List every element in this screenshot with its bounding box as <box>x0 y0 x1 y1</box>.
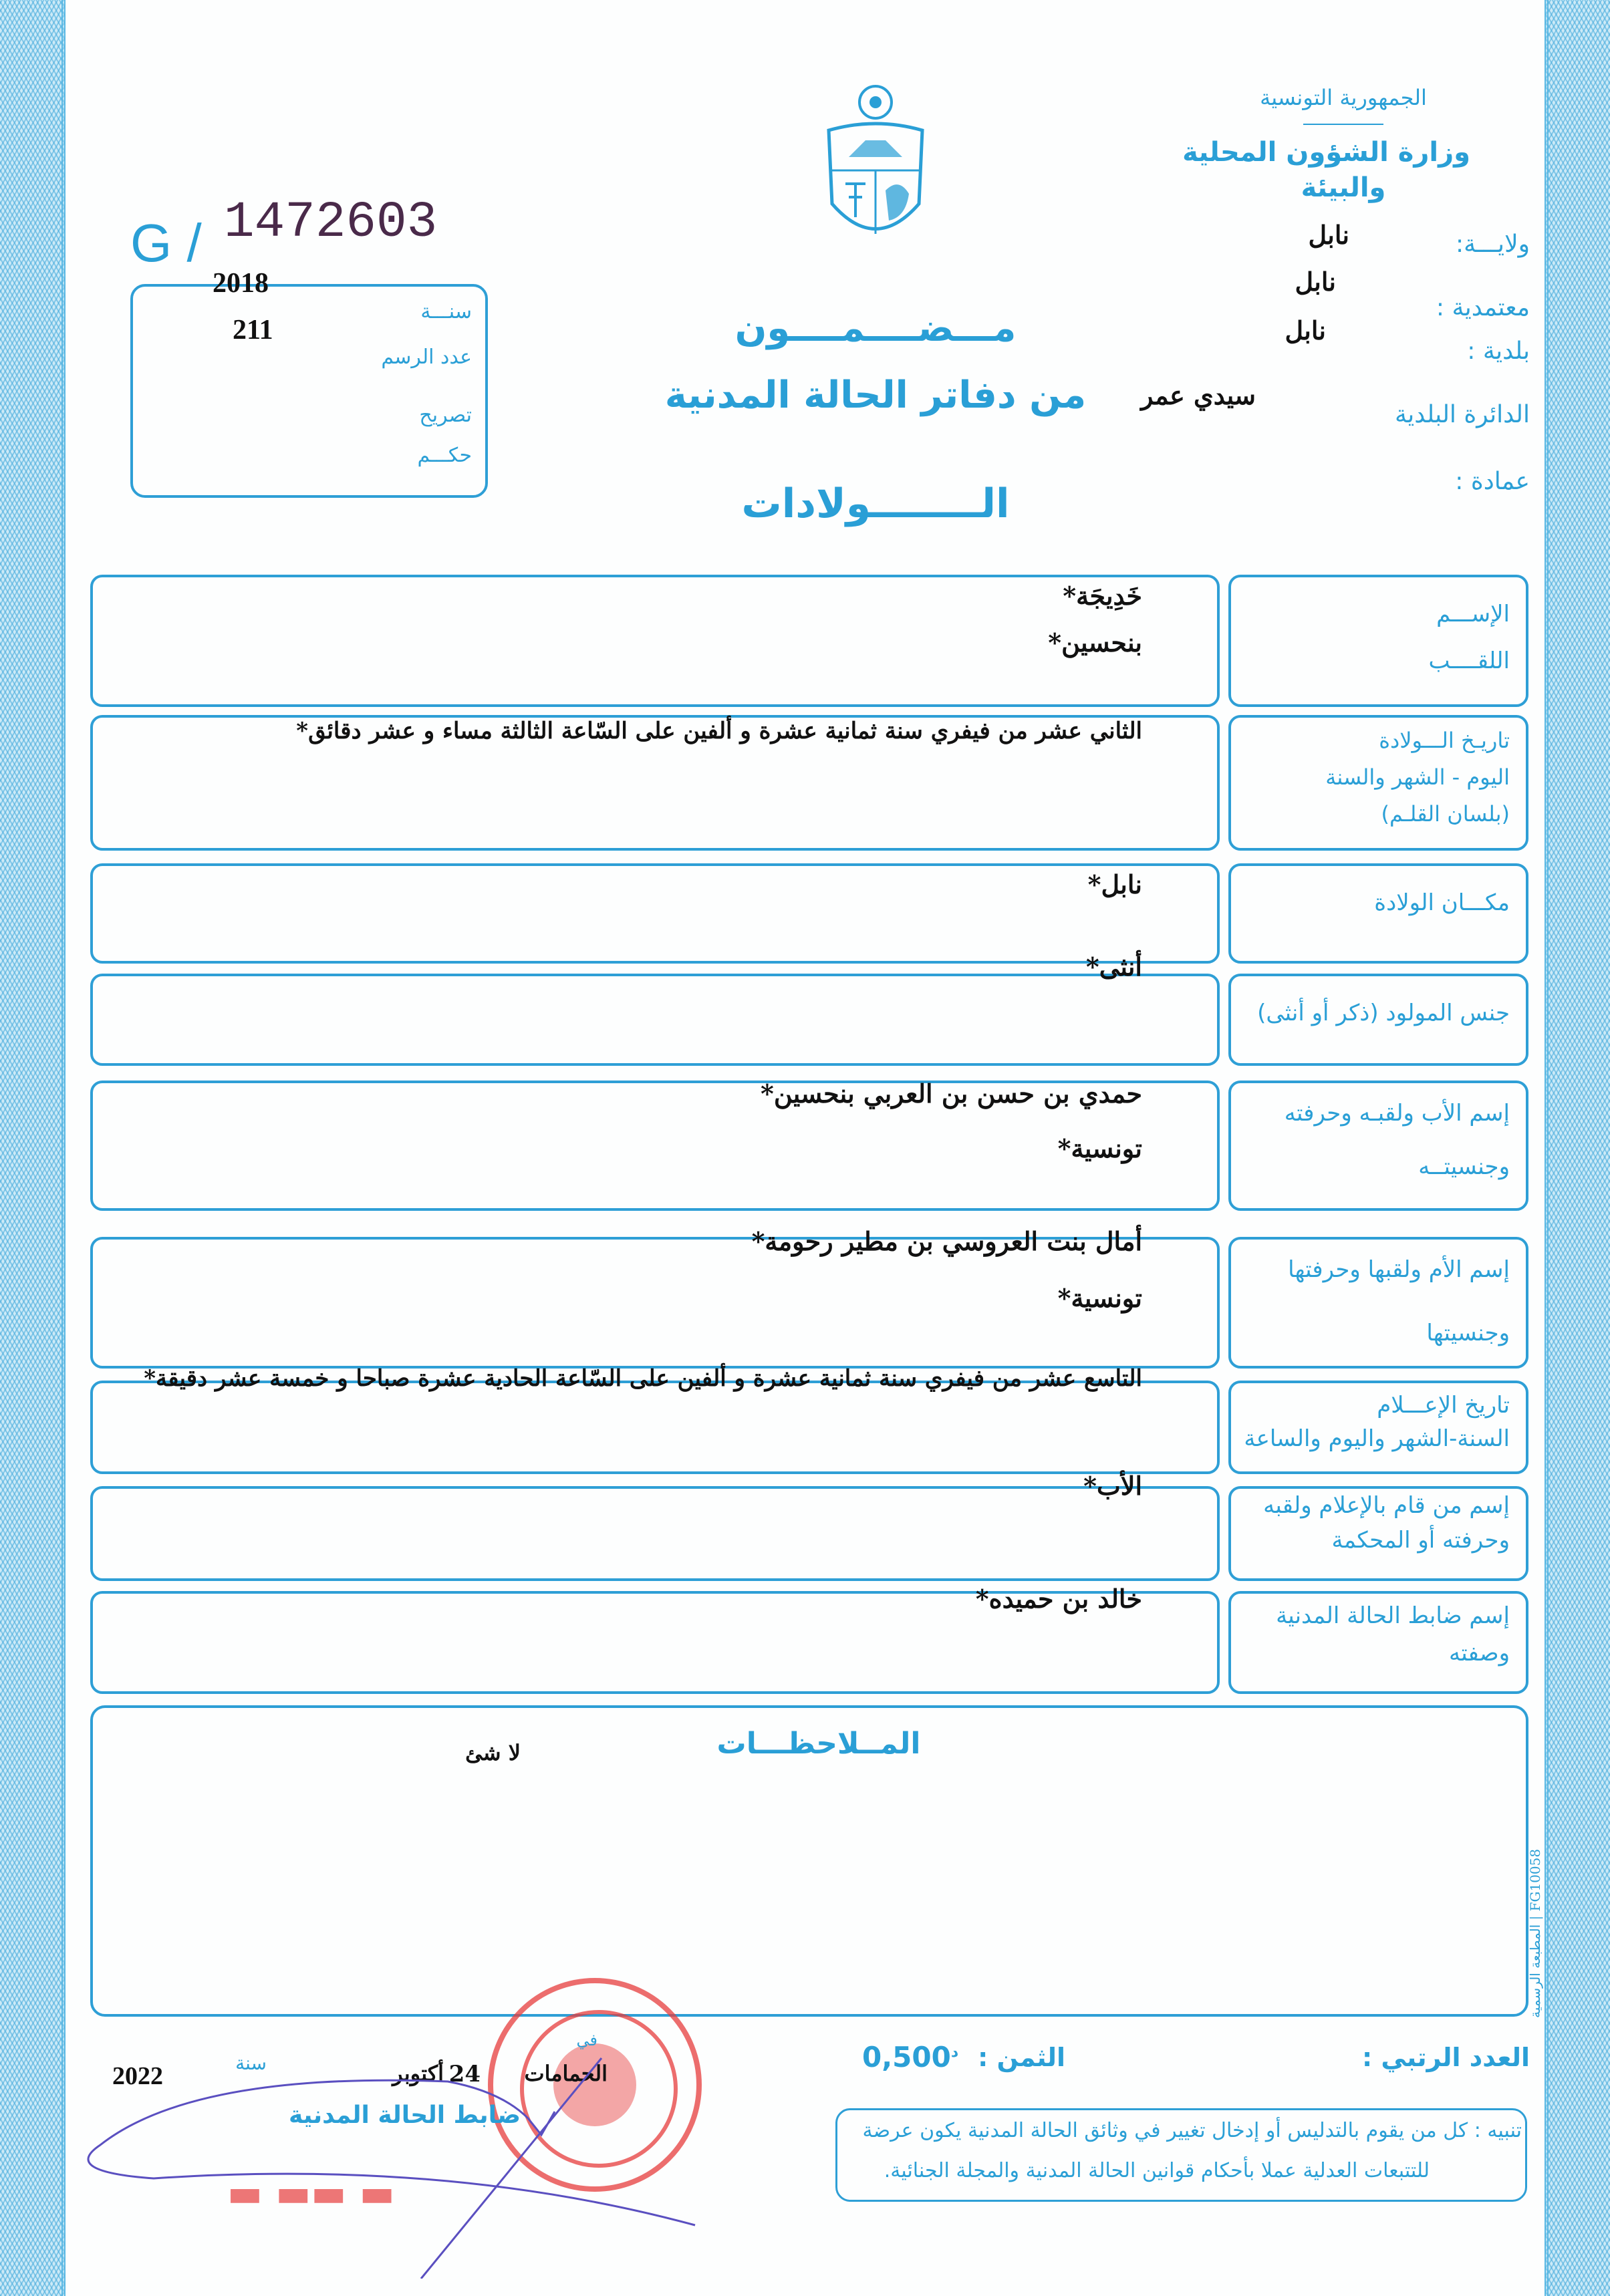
footer-in: في <box>576 2031 597 2049</box>
red-signature-stamp-icon: ▬ ▬▬ ▬ <box>227 2172 395 2215</box>
field-label: اليوم - الشهر والسنة <box>1325 764 1510 790</box>
field-value: أمال بنت العروسي بن مطير رحومة* <box>751 1226 1142 1256</box>
field-value: الثاني عشر من فيفري سنة ثمانية عشرة و ألفين على السّاعة الثالثة مساء و عشر دقائق* <box>296 718 1142 744</box>
field-value: تونسية* <box>1057 1283 1142 1313</box>
governorate-label: ولايـــة: <box>1455 231 1530 258</box>
judgment-label: حكـــم <box>417 444 472 467</box>
record-number-label: عدد الرسم <box>381 345 472 369</box>
record-year-label: سنـــة <box>420 300 472 323</box>
field-value: حمدي بن حسن بن العربي بنحسين* <box>760 1079 1142 1109</box>
price-value <box>862 2041 958 2073</box>
value-cell <box>90 1381 1220 1474</box>
field-label: جنس المولود (ذكر أو أنثى) <box>1257 1000 1510 1026</box>
serial-number: 1472603 <box>224 194 438 251</box>
value-cell <box>90 863 1220 964</box>
field-value: أنثى* <box>1085 952 1142 982</box>
label-cell <box>1228 575 1528 707</box>
price-label: الثمن : <box>978 2043 1065 2072</box>
field-label: الإســـم <box>1436 601 1510 627</box>
footer-place: الحمامات <box>524 2061 608 2086</box>
value-cell <box>90 1486 1220 1581</box>
field-label: وصفته <box>1449 1640 1510 1667</box>
field-value: خَدِيجَة* <box>1063 581 1142 611</box>
municipal-district-value: سيدي عمر <box>1141 380 1256 410</box>
decorative-border-right <box>1545 0 1610 2296</box>
field-value: الأب* <box>1083 1471 1142 1501</box>
field-label: تاريخ الإعـــلام <box>1377 1392 1510 1419</box>
title-summary: مـــضــــمــــون <box>734 307 1017 350</box>
field-label: إسم ضابط الحالة المدنية <box>1276 1602 1510 1629</box>
field-label: مكـــان الولادة <box>1374 889 1510 916</box>
delegation-label: معتمدية : <box>1436 294 1530 321</box>
footer-day: 24 <box>448 2061 481 2088</box>
footer-year: 2022 <box>112 2062 163 2090</box>
value-cell <box>90 1237 1220 1369</box>
title-registers: من دفاتر الحالة المدنية <box>664 374 1087 417</box>
serial-number-label: العدد الرتبي : <box>1361 2043 1530 2072</box>
footer-year-label: سنة <box>235 2052 267 2074</box>
field-value: تونسية* <box>1057 1133 1142 1163</box>
field-label: إسم الأم ولقبها وحرفتها <box>1288 1256 1510 1283</box>
header-divider <box>1303 124 1383 125</box>
municipality-label: بلدية : <box>1467 337 1530 365</box>
remarks-title: المــلاحظـــات <box>716 1727 921 1761</box>
currency: د <box>950 2044 959 2061</box>
record-number: 211 <box>233 315 273 345</box>
price-amount: 0,500 <box>862 2041 951 2073</box>
field-label: (بلسان القلـم) <box>1381 801 1510 827</box>
notice-line2: للتتبعات العدلية عملا بأحكام قوانين الحالة المدنية والمجلة الجنائية. <box>884 2159 1430 2182</box>
sector-label: عمادة : <box>1455 468 1530 495</box>
declaration-label: تصريح <box>419 404 472 427</box>
field-label: تاريـخ الـــولادة <box>1379 728 1510 753</box>
remarks-value: لا شئ <box>465 1740 521 1765</box>
officer-title: ضابط الحالة المدنية <box>289 2102 521 2129</box>
notice-line1: تنبيه : كل من يقوم بالتدليس أو إدخال تغيير في وثائق الحالة المدنية يكون عرضة <box>862 2119 1522 2142</box>
ministry-line2: والبيئة <box>1301 172 1386 203</box>
republic-label: الجمهورية التونسية <box>1260 85 1427 110</box>
field-value: بنحسين* <box>1048 627 1142 658</box>
field-label: وجنسيتها <box>1426 1320 1510 1346</box>
record-year: 2018 <box>213 268 269 299</box>
ministry-line1: وزارة الشؤون المحلية <box>1182 137 1470 168</box>
field-value: التاسع عشر من فيفري سنة ثمانية عشرة و ألفين على السّاعة الحادية عشرة صباحا و خمسة عشر دقيقة* <box>144 1365 1142 1392</box>
field-label: وحرفته أو المحكمة <box>1331 1527 1510 1554</box>
printer-mark: المطبعة الرسمية | FG10058 <box>1527 1848 1543 2018</box>
decorative-border-left <box>0 0 65 2296</box>
section-title-births: الــــــــولادات <box>741 480 1010 527</box>
field-label: إسم الأب ولقبـه وحرفته <box>1284 1100 1510 1127</box>
field-label: اللقــــب <box>1428 648 1510 674</box>
serial-prefix: G / <box>130 213 202 273</box>
tunisia-coat-of-arms-icon <box>819 84 932 257</box>
delegation-value: نابل <box>1295 267 1336 297</box>
field-label: وجنسيتــه <box>1418 1153 1510 1180</box>
footer-month: أكتوبر <box>392 2061 444 2086</box>
municipal-district-label: الدائرة البلدية <box>1394 401 1530 428</box>
field-label: إسم من قام بالإعلام ولقبه <box>1263 1492 1510 1519</box>
governorate-value: نابل <box>1308 220 1349 250</box>
signature-icon <box>47 2025 715 2279</box>
field-value: خالد بن حميده* <box>975 1584 1142 1614</box>
field-value: نابل* <box>1087 869 1142 899</box>
field-label: السنة-الشهر واليوم والساعة <box>1244 1425 1510 1452</box>
municipality-value: نابل <box>1285 315 1326 345</box>
value-cell <box>90 974 1220 1066</box>
